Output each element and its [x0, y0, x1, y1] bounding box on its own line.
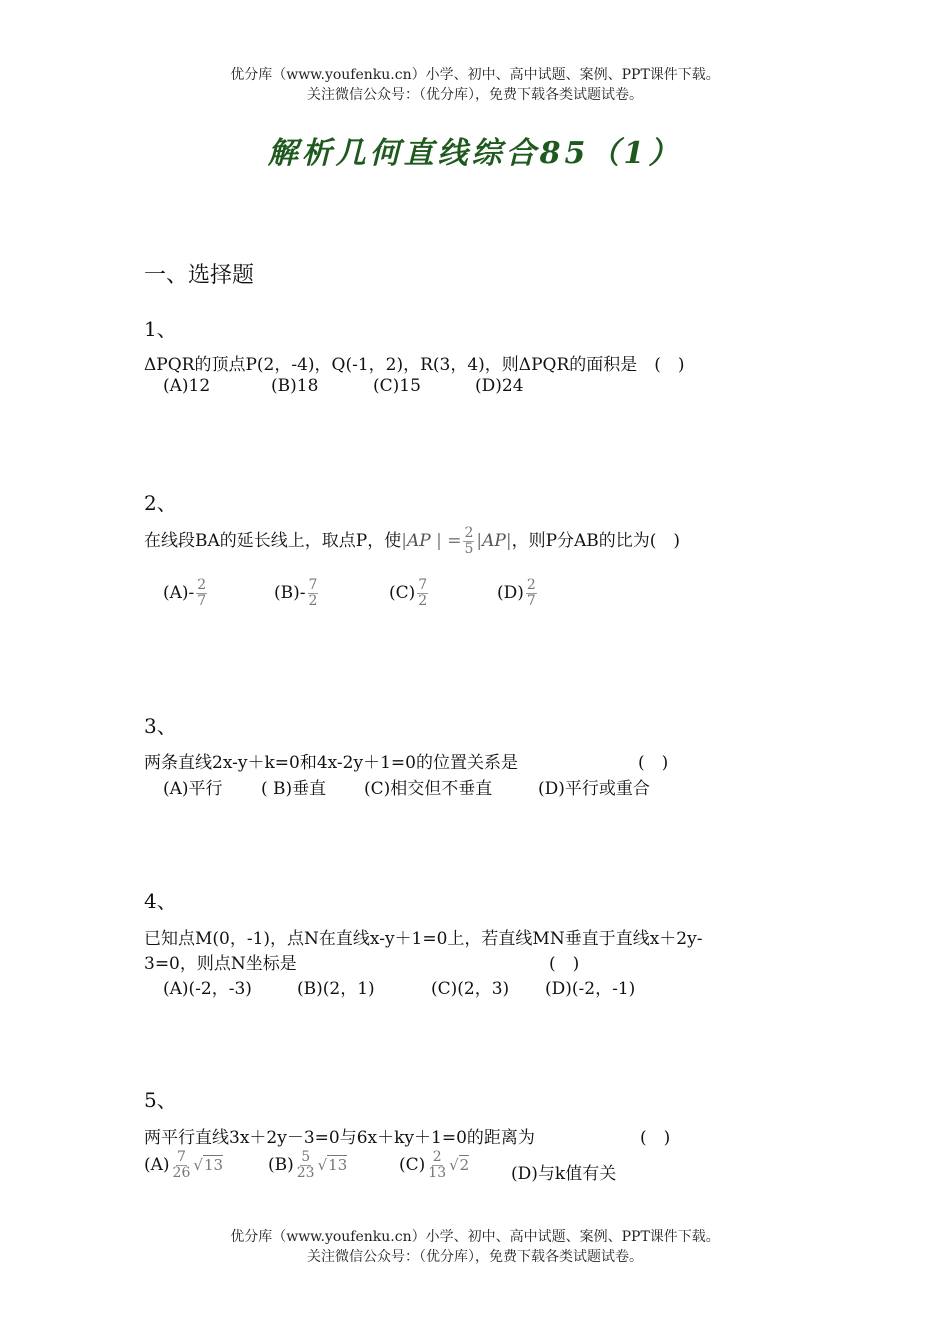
section-heading: 一、选择题: [144, 263, 255, 288]
question-5-option-a: (A) $\frac{7}{26}$ √13: [144, 1149, 224, 1181]
footer-line-2: 关注微信公众号：（优分库），免费下载各类试题试卷。: [307, 1249, 643, 1265]
question-1-option-b: (B)18: [271, 376, 319, 396]
question-4-option-a: (A)(-2，-3): [163, 979, 252, 999]
question-5-number: 5、: [144, 1088, 177, 1112]
question-5-option-b: (B) $\frac{5}{23}$ √13: [268, 1149, 348, 1181]
ap-term-left: AP: [406, 531, 431, 551]
question-1-option-d: (D)24: [475, 376, 524, 396]
question-4-option-c: (C)(2，3): [431, 979, 510, 999]
question-2-number: 2、: [144, 491, 177, 515]
question-4-paren: ( ): [549, 954, 580, 974]
question-4-option-d: (D)(-2，-1): [545, 979, 636, 999]
question-2-option-c: (C) $\frac{7}{2}$: [389, 577, 428, 609]
question-3-option-c: (C)相交但不垂直: [364, 779, 493, 799]
question-5-paren: ( ): [640, 1128, 671, 1148]
question-1-option-a: (A)12: [163, 376, 211, 396]
question-1-stem: ΔPQR的顶点P(2，-4)，Q(-1，2)，R(3，4)，则ΔPQR的面积是 ( ): [144, 355, 685, 375]
question-2-option-a: (A)- $\frac{2}{7}$: [163, 577, 207, 609]
question-2-option-b: (B)- $\frac{7}{2}$: [274, 577, 318, 609]
question-2-stem: 在线段BA的延长线上，取点P，使|AP | = $\frac{2}{5}$ |AP|，则P分AB的比为( ): [144, 525, 681, 557]
question-4-stem-line-1: 已知点M(0，-1)，点N在直线x-y＋1=0上，若直线MN垂直于直线x＋2y-: [144, 929, 703, 949]
question-2-stem-post: ，则P分AB的比为( ): [511, 531, 681, 551]
question-2-stem-pre: 在线段BA的延长线上，取点P，使: [144, 531, 402, 551]
question-5-option-c: (C) $\frac{2}{13}$ √2: [399, 1149, 470, 1181]
question-4-number: 4、: [144, 889, 177, 913]
question-3-stem: 两条直线2x-y＋k=0和4x-2y＋1=0的位置关系是: [144, 753, 518, 773]
header-line-2: 关注微信公众号：（优分库），免费下载各类试题试卷。: [307, 87, 643, 103]
question-3-number: 3、: [144, 714, 177, 738]
ap-term-right: AP: [482, 531, 506, 551]
question-3-option-a: (A)平行: [163, 779, 223, 799]
page-title: 解析几何直线综合85（1）: [267, 136, 683, 171]
header-line-1: 优分库（www.youfenku.cn）小学、初中、高中试题、案例、PPT课件下载。: [230, 67, 720, 83]
ratio-fraction: $\frac{2}{5}$: [464, 525, 474, 557]
question-3-paren: ( ): [638, 753, 669, 773]
footer-line-1: 优分库（www.youfenku.cn）小学、初中、高中试题、案例、PPT课件下载。: [230, 1229, 720, 1245]
question-4-option-b: (B)(2，1): [297, 979, 375, 999]
question-4-stem-line-2: 3=0，则点N坐标是: [144, 954, 297, 974]
question-5-stem: 两平行直线3x＋2y－3=0与6x＋ky＋1=0的距离为: [144, 1128, 535, 1148]
question-5-option-d: (D)与k值有关: [511, 1164, 617, 1184]
question-1-number: 1、: [144, 317, 177, 341]
question-3-option-d: (D)平行或重合: [538, 779, 650, 799]
equals-sign: =: [447, 531, 462, 551]
question-2-option-d: (D) $\frac{2}{7}$: [497, 577, 536, 609]
question-3-option-b: ( B)垂直: [261, 779, 327, 799]
question-1-option-c: (C)15: [373, 376, 421, 396]
